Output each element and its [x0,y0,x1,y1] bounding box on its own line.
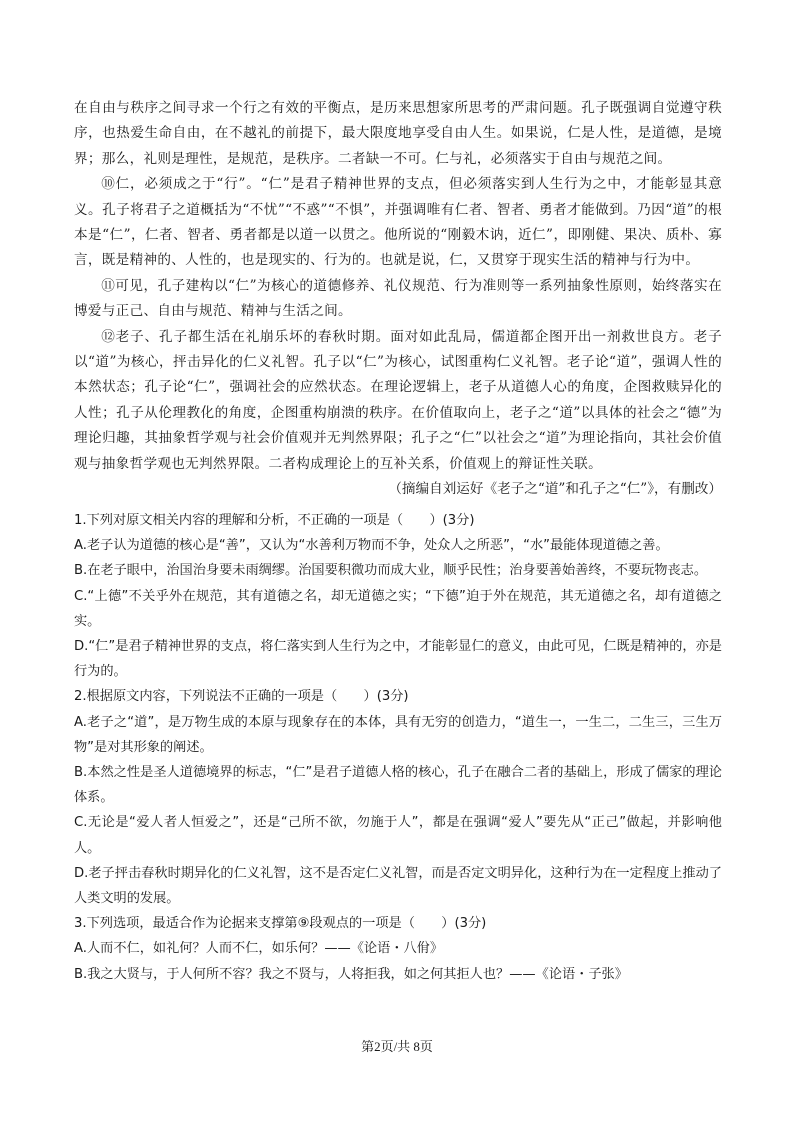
option-a: A.老子认为道德的核心是“善”，又认为“水善利万物而不争，处众人之所恶”，“水”最能体现道德之善。 [74,538,669,554]
question-section [74,508,722,987]
question-stem: 2.根据原文内容，下列说法不正确的一项是（ ）(3分) [74,689,409,705]
option-d: D.老子抨击春秋时期异化的仁义礼智，这不是否定仁义礼智，而是否定文明异化，这种行为在一定程度上推动了人类文明的发展。 [74,865,722,907]
paragraph-9-continuation: 在自由与秩序之间寻求一个行之有效的平衡点，是历来思想家所思考的严肃问题。孔子既强调自觉遵守秩序，也热爱生命自由，在不越礼的前提下，最大限度地享受自由人生。如果说，仁是人性，是道德，是境界；那么，礼则是理性，是规范，是秩序。二者缺一不可。仁与礼，必须落实于自由与规范之间。 [74,100,722,167]
question-3 [74,911,722,987]
question-1 [74,508,722,684]
option-b: B.在老子眼中，治国治身要未雨绸缪。治国要积微功而成大业，顺乎民性；治身要善始善终，不要玩物丧志。 [74,563,708,579]
paragraph-10: ⑩仁，必须成之于“行”。“仁”是君子精神世界的支点，但必须落实到人生行为之中，才能彰显其意义。孔子将君子之道概括为“不忧”“不惑”“不惧”，并强调唯有仁者、智者、勇者才能做到。乃因“道”的根本是“仁”，仁者、智者、勇者都是以道一以贯之。他所说的“刚毅木讷，近仁”，即刚健、果决、质朴、寡言，既是精神的、人性的，也是现实的、行为的。也就是说，仁，又贯穿于现实生活的精神与行为中。 [74,176,722,269]
option-a: A.人而不仁，如礼何？人而不仁，如乐何？——《论语・八佾》 [74,941,444,957]
passage-text [74,96,722,503]
option-c: C.无论是“爱人者人恒爱之”，还是“己所不欲，勿施于人”，都是在强调“爱人”要先从“正己”做起，并影响他人。 [74,815,722,856]
page-number: 第2页/共 8页 [361,1039,433,1054]
paragraph-12: ⑫老子、孔子都生活在礼崩乐坏的春秋时期。面对如此乱局，儒道都企图开出一剂救世良方。老子以“道”为核心，抨击异化的仁义礼智。孔子以“仁”为核心，试图重构仁义礼智。老子论“道”，强调人性的本然状态；孔子论“仁”，强调社会的应然状态。在理论逻辑上，老子从道德人心的角度，企图救赎异化的人性；孔子从伦理教化的角度，企图重构崩溃的秩序。在价值取向上，老子之“道”以具体的社会之“德”为理论归趣，其抽象哲学观与社会价值观并无判然界限；孔子之“仁”以社会之“道”为理论指向，其社会价值观与抽象哲学观也无判然界限。二者构成理论上的互补关系，价值观上的辩证性关联。 [74,328,722,472]
question-2 [74,684,722,911]
option-c: C.“上德”不关乎外在规范，其有道德之名，却无道德之实；“下德”迫于外在规范，其无道德之名，却有道德之实。 [74,588,722,629]
question-stem: 3.下列选项，最适合作为论据来支撑第⑨段观点的一项是（ ）(3分) [74,916,487,932]
source-citation: （摘编自刘运好《老子之“道”和孔子之“仁”》，有删改） [388,481,722,498]
option-d: D.“仁”是君子精神世界的支点，将仁落实到人生行为之中，才能彰显仁的意义，由此可见，仁既是精神的，亦是行为的。 [74,639,722,680]
option-a: A.老子之“道”，是万物生成的本原与现象存在的本体，具有无穷的创造力，“道生一，一生二，二生三，三生万物”是对其形象的阐述。 [74,714,722,755]
paragraph-11: ⑪可见，孔子建构以“仁”为核心的道德修养、礼仪规范、行为准则等一系列抽象性原则，始终落实在博爱与正己、自由与规范、精神与生活之间。 [74,277,722,320]
option-b: B.我之大贤与，于人何所不容？我之不贤与，人将拒我，如之何其拒人也？——《论语・子张》 [74,966,628,982]
question-stem: 1.下列对原文相关内容的理解和分析，不正确的一项是（ ）(3分) [74,513,475,528]
option-b: B.本然之性是圣人道德境界的标志，“仁”是君子道德人格的核心，孔子在融合二者的基础上，形成了儒家的理论体系。 [74,765,722,806]
